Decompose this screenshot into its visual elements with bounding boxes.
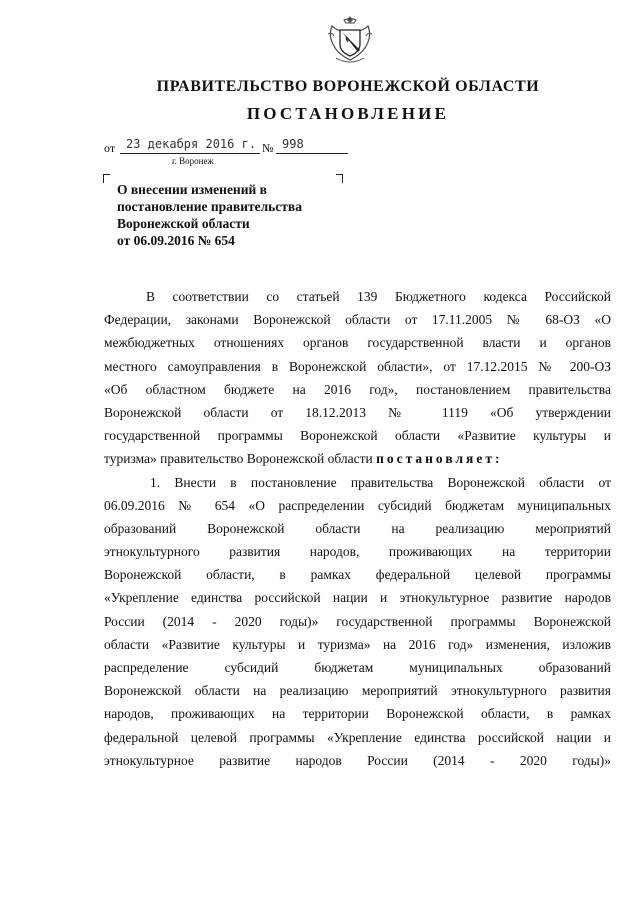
document-body [104, 285, 611, 772]
body-line: распределение субсидий бюджетам муниципальных образований [104, 660, 611, 675]
body-line: народов, проживающих на территории Воронежской области, в рамках [104, 706, 611, 722]
body-line: Воронежской области на реализацию мероприятий этнокультурного развития [104, 683, 611, 699]
body-line: Воронежской области от 18.12.2013 № 1119 «Об утверждении [104, 404, 611, 420]
body-line-decree [104, 447, 611, 470]
body-line: России (2014 - 2020 годы)» государственной программы Воронежской [104, 613, 611, 629]
body-line: местного самоуправления в Воронежской области», от 17.12.2015 № 200-ОЗ [104, 358, 611, 374]
subject-bracket-left [103, 174, 110, 183]
body-line: «Укрепление единства российской нации и этнокультурное развитие народов [104, 590, 611, 606]
body-line: межбюджетных отношениях органов государственной власти и органов [104, 335, 611, 351]
document-number: 998 [282, 137, 304, 151]
date-underline [120, 153, 260, 154]
number-label: № [262, 141, 274, 155]
document-type: ПОСТАНОВЛЕНИЕ [246, 104, 450, 123]
document-subject [117, 181, 347, 249]
body-line: Воронежской области, в рамках федеральной целевой программы [104, 567, 611, 583]
subject-line: Воронежской области [117, 216, 250, 231]
body-line: 06.09.2016 № 654 «О распределении субсидий бюджетам муниципальных [104, 497, 611, 513]
body-line: В соответствии со статьей 139 Бюджетного кодекса Российской [146, 289, 611, 304]
from-label: от [104, 141, 116, 155]
body-line: этнокультурное развитие народов России (2014 - 2020 годы)» [104, 752, 611, 768]
subject-line: О внесении изменений в [117, 182, 267, 197]
body-line: образований Воронежской области на реализацию мероприятий [104, 520, 611, 536]
body-line: области «Развитие культуры и туризма» на 2016 год» изменения, изложив [104, 636, 611, 652]
decree-word: постановляет: [376, 451, 503, 467]
body-line-point-1: 1. Внести в постановление правительства Воронежской области от [150, 474, 611, 490]
government-name: ПРАВИТЕЛЬСТВО ВОРОНЕЖСКОЙ ОБЛАСТИ [156, 78, 540, 95]
body-line: туризма» правительство Воронежской области [104, 451, 377, 467]
body-line: федеральной целевой программы «Укрепление единства российской нации и [104, 729, 611, 745]
body-line: «Об областном бюджете на 2016 год», постановлением правительства [104, 381, 611, 397]
coat-of-arms-icon [326, 14, 374, 66]
body-line: Федерации, законами Воронежской области от 17.11.2005 № 68-ОЗ «О [104, 312, 611, 328]
body-line: государственной программы Воронежской области «Развитие культуры и [104, 428, 611, 444]
subject-line: от 06.09.2016 № 654 [117, 233, 235, 248]
number-underline [276, 153, 348, 154]
document-date: 23 декабря 2016 г. [126, 137, 257, 151]
body-line: этнокультурного развития народов, проживающих на территории [104, 544, 611, 560]
subject-line: постановление правительства [117, 199, 302, 214]
document-city: г. Воронеж [172, 156, 214, 166]
